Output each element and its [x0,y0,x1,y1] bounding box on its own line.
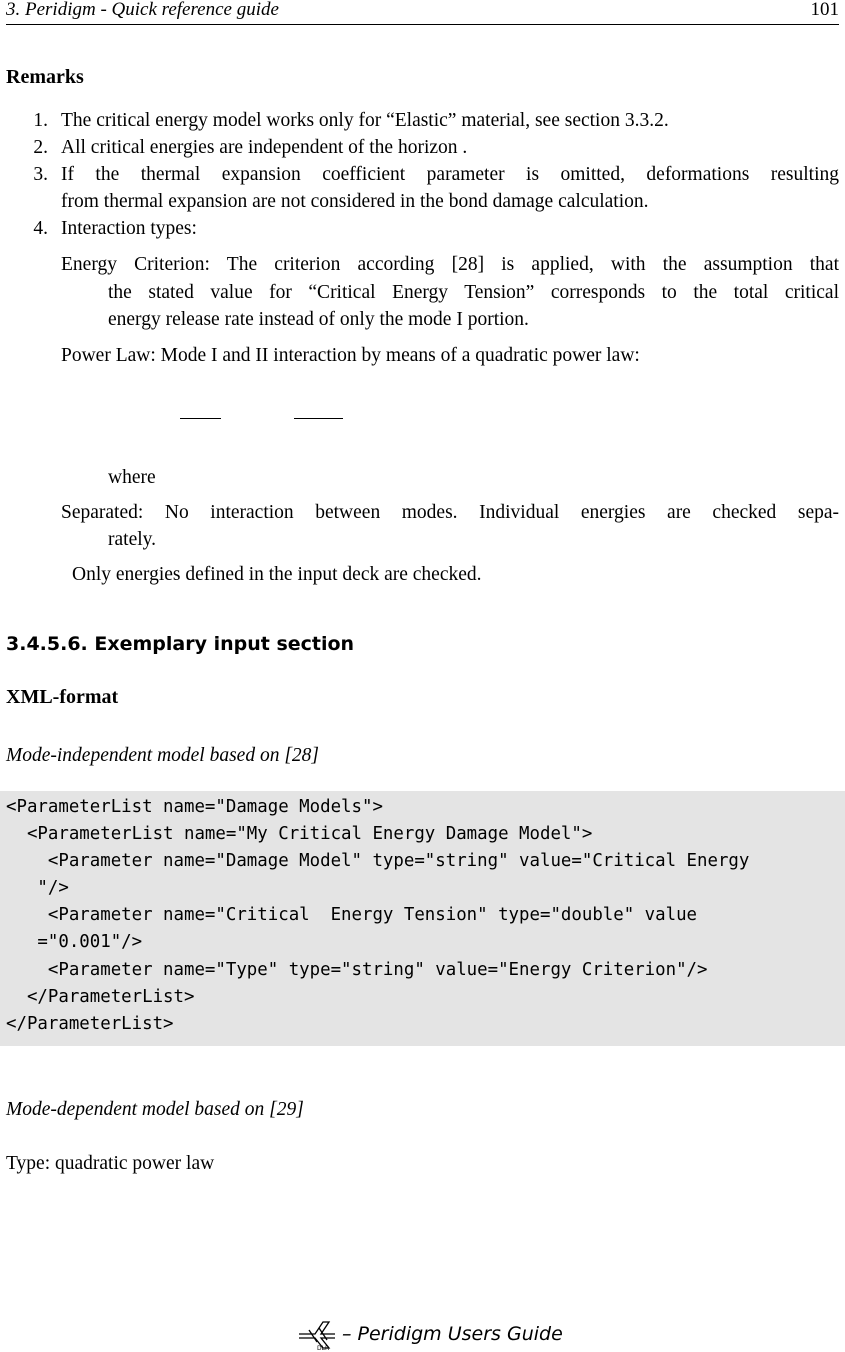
energy-criterion-line: the stated value for “Critical Energy Tension” corresponds to the total critical [108,282,839,303]
code-listing [0,791,845,1046]
list-item-text: If the thermal expansion coefficient parameter is omitted, deformations resulting [61,164,839,185]
list-item-text: Interaction types: [61,218,197,239]
code-line: <Parameter name="Type" type="string" value="Energy Criterion"/> [6,960,708,980]
mode-independent-caption: Mode-independent model based on [28] [6,745,320,766]
code-line: <ParameterList name="My Critical Energy Damage Model"> [6,824,593,844]
code-line: </ParameterList> [6,1014,174,1034]
list-item-text: The critical energy model works only for “Elastic” material, see section 3.3.2. [61,110,669,131]
remarks-heading: Remarks [6,66,84,88]
equation-fraction-bar [180,418,221,419]
list-item-text: All critical energies are independent of the horizon . [61,137,468,158]
energy-criterion-line: Energy Criterion: The criterion according [28] is applied, with the assumption that [61,254,839,275]
equation-fraction-bar [294,418,343,419]
where-label: where [108,467,156,488]
mode-dependent-caption: Mode-dependent model based on [29] [6,1099,304,1120]
power-law-line: Power Law: Mode I and II interaction by means of a quadratic power law: [61,345,640,366]
energy-criterion-line: energy release rate instead of only the mode I portion. [108,309,529,330]
code-line: <Parameter name="Critical Energy Tension" type="double" value [6,905,698,925]
footer-text: – Peridigm Users Guide [342,1323,563,1345]
list-item [28,134,48,161]
code-line: "/> [6,878,69,898]
separated-line: rately. [108,529,156,550]
list-item [28,107,48,134]
list-number: 2. [33,137,48,158]
code-line: ="0.001"/> [6,932,143,952]
list-item-text: from thermal expansion are not considered in the bond damage calculation. [61,191,649,212]
code-line: <ParameterList name="Damage Models"> [6,797,383,817]
list-number: 1. [33,110,48,131]
xml-format-heading: XML-format [6,686,119,708]
logo-label: DLR [317,1345,330,1352]
closing-note: Only energies defined in the input deck are checked. [72,564,482,585]
code-line: <Parameter name="Damage Model" type="string" value="Critical Energy [6,851,750,871]
list-item [28,161,48,188]
separated-line: Separated: No interaction between modes. Individual energies are checked sepa- [61,502,839,523]
code-line: </ParameterList> [6,987,195,1007]
chapter-title: 3. Peridigm - Quick reference guide [6,0,279,20]
section-heading: 3.4.5.6. Exemplary input section [6,633,355,655]
list-item [28,215,48,242]
dlr-logo-icon [297,1318,337,1352]
page-number: 101 [810,0,839,20]
list-number: 3. [33,164,48,185]
running-header [6,0,839,25]
type-line: Type: quadratic power law [6,1153,215,1174]
list-number: 4. [33,218,48,239]
